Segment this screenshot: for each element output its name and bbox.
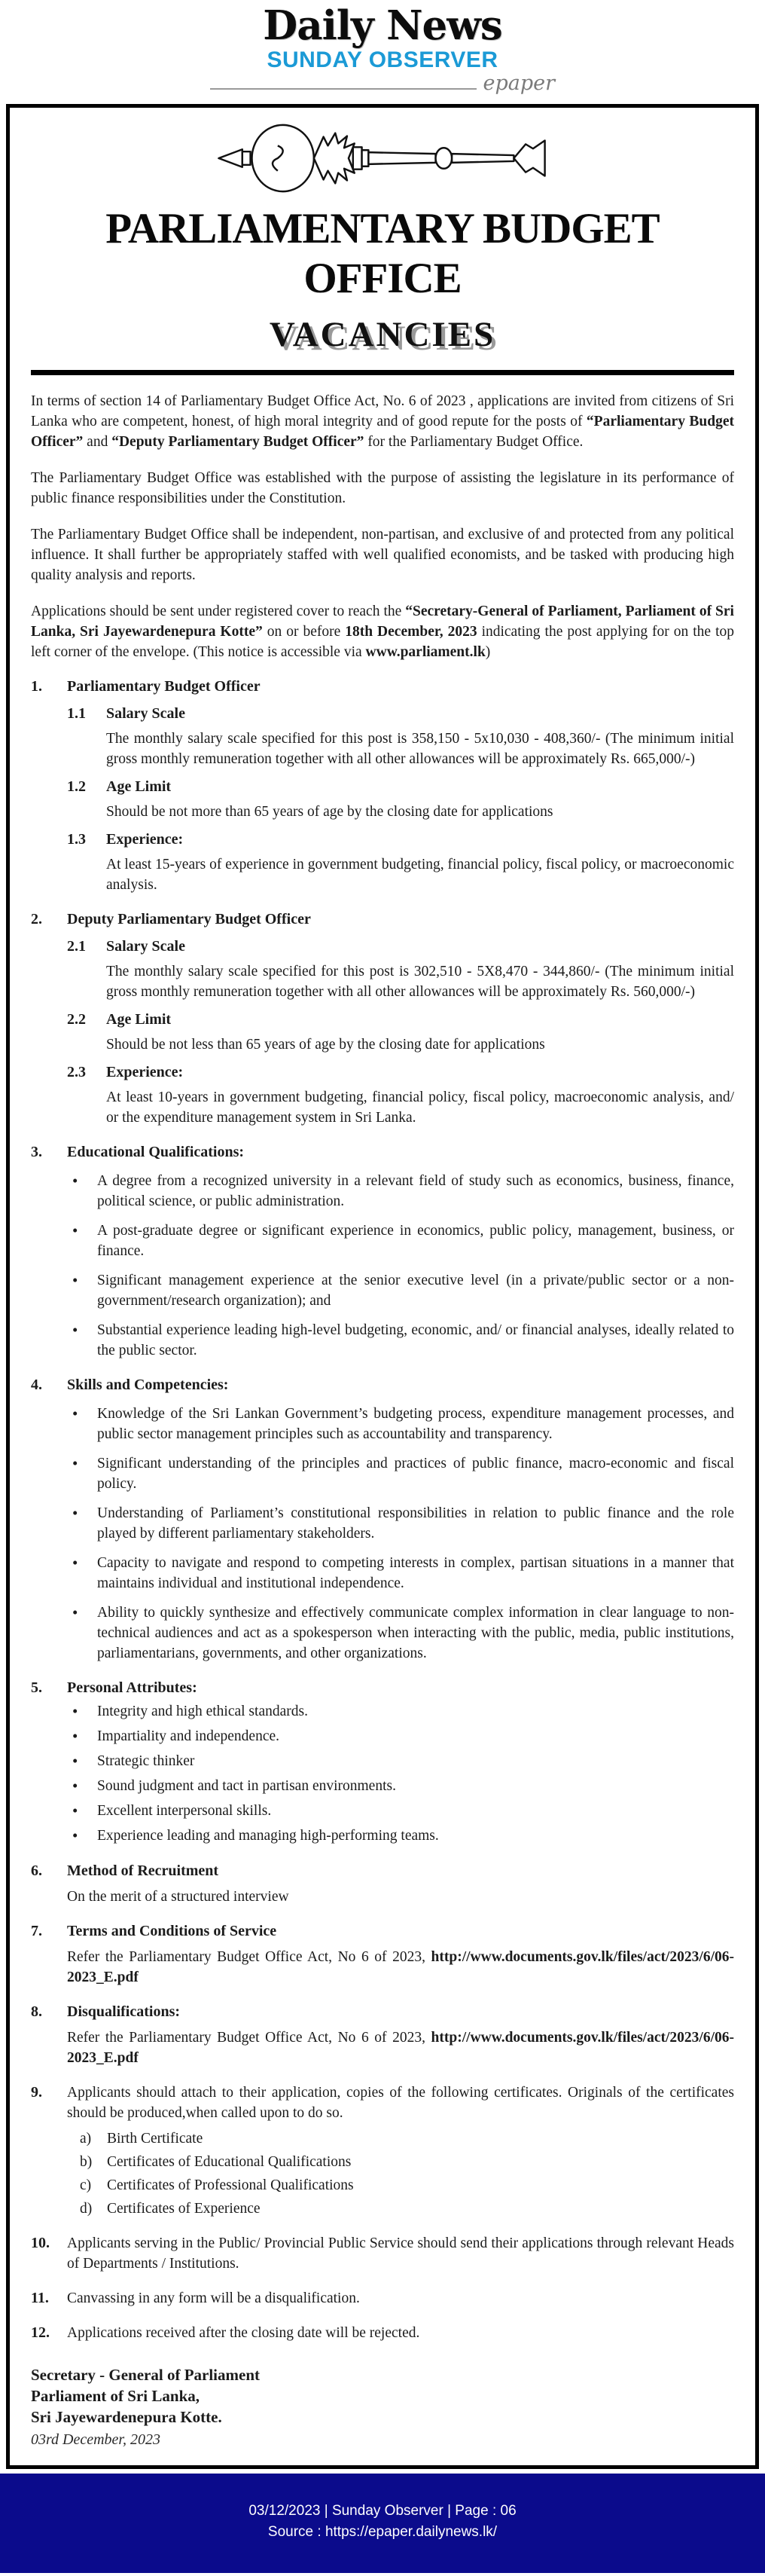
section-title: Terms and Conditions of Service — [67, 1923, 277, 1939]
subsection-number: 2.2 — [67, 1011, 86, 1028]
epaper-label[interactable]: epaper — [483, 72, 555, 95]
section-title: Personal Attributes: — [67, 1679, 197, 1696]
subsection-title: Experience: — [106, 1064, 184, 1080]
intro-paragraph: Applications should be sent under registered cover to reach the “Secretary-General of Parliament, Parliament of Sri Lanka, Sri Jayewardenepura Kotte” on or before 18th December, 2023 indicating the post applying for on the top left corner of the envelope. (This notice is accessible via www.parliament.lk) — [31, 604, 734, 660]
bullet-dot — [67, 1776, 97, 1797]
section-number: 9. — [31, 2084, 42, 2101]
section-10 — [31, 2233, 734, 2274]
bullet-dot — [67, 1171, 97, 1212]
bullet-dot — [67, 1320, 97, 1361]
section-1 — [31, 677, 734, 895]
section-number: 7. — [31, 1923, 42, 1939]
subsection-number: 2.3 — [67, 1064, 86, 1080]
bullet-item: • Capacity to navigate and respond to competing interests in complex, partisan situations in a manner that maintains individual and institutional independence. — [67, 1553, 734, 1594]
section-9 — [31, 2082, 734, 2219]
subsection-number: 2.1 — [67, 938, 86, 955]
bullet-dot — [67, 1453, 97, 1494]
subsection-1-1 — [67, 704, 734, 769]
notice-subtitle: VACANCIES — [269, 315, 496, 354]
subsection-body: At least 10-years in government budgeting, financial policy, fiscal policy, macroeconomic analysis, and/ or the expenditure management system in Sri Lanka. — [106, 1089, 734, 1126]
subsection-title: Experience: — [106, 831, 184, 848]
bullet-item: • A post-graduate degree or significant experience in economics, public policy, management, business, or finance. — [67, 1221, 734, 1261]
section-number: 4. — [31, 1377, 42, 1393]
bullet-item: • Understanding of Parliament’s constitutional responsibilities in relation to public finance and the role played by different parliamentary stakeholders. — [67, 1503, 734, 1544]
section-body: On the merit of a structured interview — [67, 1889, 289, 1905]
sunday-observer-logo[interactable]: SUNDAY OBSERVER — [267, 47, 498, 72]
bullet-item: • Impartiality and independence. — [67, 1726, 734, 1747]
subsection-number: 1.2 — [67, 778, 86, 795]
section-title: Skills and Competencies: — [67, 1377, 229, 1393]
section-number: 3. — [31, 1144, 42, 1160]
bullet-dot — [67, 1726, 97, 1747]
bullet-dot — [67, 1404, 97, 1444]
bullet-item: • Substantial experience leading high-level budgeting, economic, and/ or financial analyses, ideally related to the public sector. — [67, 1320, 734, 1361]
lettered-item: b) Certificates of Educational Qualifications — [67, 2152, 734, 2172]
section-3 — [31, 1142, 734, 1361]
section-6 — [31, 1861, 734, 1907]
section-title: Deputy Parliamentary Budget Officer — [67, 911, 311, 927]
section-number: 5. — [31, 1679, 42, 1696]
footer-date-line: 03/12/2023 | Sunday Observer | Page : 06 — [248, 2503, 517, 2519]
signature-line: Secretary - General of Parliament — [31, 2366, 260, 2384]
bullet-dot — [67, 1801, 97, 1822]
subsection-body: The monthly salary scale specified for this post is 358,150 - 5x10,030 - 408,360/- (The minimum initial gross monthly remuneration together with all other allowances will be approximately Rs. 665,000/-) — [106, 731, 734, 767]
notice-title: PARLIAMENTARY BUDGET OFFICE — [105, 205, 660, 302]
bullet-item: • Strategic thinker — [67, 1751, 734, 1772]
epaper-row — [210, 72, 555, 96]
subsection-1-3 — [67, 830, 734, 895]
subsection-body: The monthly salary scale specified for this post is 302,510 - 5X8,470 - 344,860/- (The minimum initial gross monthly remuneration together with all other allowances will be approximately Rs. 560,000/-) — [106, 964, 734, 1000]
letter-label: c) — [80, 2177, 92, 2193]
bullet-item: • Significant management experience at the senior executive level (in a private/public sector or a non-government/research organization); and — [67, 1270, 734, 1311]
bullet-item: • Integrity and high ethical standards. — [67, 1701, 734, 1722]
lettered-item: a) Birth Certificate — [67, 2128, 734, 2149]
section-7 — [31, 1921, 734, 1988]
subsection-number: 1.1 — [67, 705, 86, 722]
bullet-item: • Experience leading and managing high-performing teams. — [67, 1826, 734, 1847]
notice-box — [6, 104, 759, 2469]
letter-label: a) — [80, 2131, 92, 2147]
section-title: Educational Qualifications: — [67, 1144, 245, 1160]
subsection-body: Should be not more than 65 years of age by the closing date for applications — [106, 804, 553, 820]
bullet-dot — [67, 1270, 97, 1311]
subsection-2-3 — [67, 1062, 734, 1128]
subsection-2-2 — [67, 1010, 734, 1055]
section-number: 10. — [31, 2235, 50, 2251]
parliament-mace-illustration — [212, 121, 553, 195]
section-4 — [31, 1375, 734, 1664]
bullet-dot — [67, 1553, 97, 1594]
section-title: Parliamentary Budget Officer — [67, 678, 261, 695]
subsection-2-1 — [67, 937, 734, 1002]
section-number: 12. — [31, 2324, 50, 2341]
subsection-number: 1.3 — [67, 831, 86, 848]
intro-paragraph: The Parliamentary Budget Office shall be independent, non-partisan, and exclusive of and protected from any political influence. It shall further be appropriately staffed with well qualified economists, and be tasked with producing high quality analysis and reports. — [31, 527, 734, 583]
bullet-item: • A degree from a recognized university in a relevant field of study such as economics, business, finance, political science, or public administration. — [67, 1171, 734, 1212]
intro-paragraph: In terms of section 14 of Parliamentary Budget Office Act, No. 6 of 2023 , applications are invited from citizens of Sri Lanka who are competent, honest, of high moral integrity and of good repute for the posts of “Parliamentary Budget Officer” and “Deputy Parliamentary Budget Officer” for the Parliamentary Budget Office. — [31, 393, 734, 450]
signature-line: Sri Jayewardenepura Kotte. — [31, 2408, 222, 2426]
subsection-body: At least 15-years of experience in government budgeting, financial policy, fiscal policy, or macroeconomic analysis. — [106, 857, 734, 893]
bullet-item: • Ability to quickly synthesize and effectively communicate complex information in clear language to non-technical audiences and act as a spokesperson when interacting with the public, media, public institutions, parliamentarians, governments, and other organizations. — [67, 1603, 734, 1664]
section-number: 11. — [31, 2290, 49, 2306]
bullet-item: • Sound judgment and tact in partisan environments. — [67, 1776, 734, 1797]
section-text: Applicants should attach to their application, copies of the following certificates. Originals of the certificates should be produced,when called upon to do so. — [67, 2085, 734, 2121]
section-5 — [31, 1678, 734, 1847]
section-12 — [31, 2323, 734, 2343]
section-number: 2. — [31, 911, 42, 927]
section-11 — [31, 2288, 734, 2309]
lettered-item: c) Certificates of Professional Qualifications — [67, 2175, 734, 2196]
lettered-item: d) Certificates of Experience — [67, 2199, 734, 2219]
bullet-dot — [67, 1826, 97, 1847]
section-text: Canvassing in any form will be a disqualification. — [67, 2290, 360, 2306]
section-title: Disqualifications: — [67, 2003, 181, 2020]
bullet-list — [67, 1404, 734, 1664]
footer-source-line: Source : https://epaper.dailynews.lk/ — [267, 2524, 498, 2540]
masthead-divider — [210, 88, 477, 90]
bullet-item: • Knowledge of the Sri Lankan Government’s budgeting process, expenditure management processes, and public sector management principles such as accountability and transparency. — [67, 1404, 734, 1444]
subsection-title: Age Limit — [106, 778, 172, 795]
section-text: Applicants serving in the Public/ Provincial Public Service should send their applications through relevant Heads of Departments / Institutions. — [67, 2235, 734, 2272]
letter-label: d) — [80, 2201, 93, 2217]
section-number: 8. — [31, 2003, 42, 2020]
bullet-item: • Excellent interpersonal skills. — [67, 1801, 734, 1822]
section-2 — [31, 909, 734, 1128]
footer-bar — [0, 2474, 765, 2573]
lettered-list — [67, 2128, 734, 2219]
subsection-title: Salary Scale — [106, 705, 185, 722]
signature-block — [31, 2364, 734, 2450]
section-body: Refer the Parliamentary Budget Office Act, No 6 of 2023, http://www.documents.gov.lk/files/act/2023/6/06-2023_E.pdf — [67, 1949, 734, 1985]
subsection-body: Should be not less than 65 years of age by the closing date for applications — [106, 1037, 545, 1053]
subsection-title: Age Limit — [106, 1011, 172, 1028]
subsection-title: Salary Scale — [106, 938, 185, 955]
signature-date: 03rd December, 2023 — [31, 2431, 161, 2448]
section-number: 6. — [31, 1862, 42, 1879]
bullet-dot — [67, 1503, 97, 1544]
bullet-dot — [67, 1603, 97, 1664]
sections-list — [31, 677, 734, 2343]
bullet-list — [67, 1171, 734, 1361]
divider-rule — [31, 370, 734, 375]
section-number: 1. — [31, 678, 42, 695]
section-body: Refer the Parliamentary Budget Office Act, No 6 of 2023, http://www.documents.gov.lk/files/act/2023/6/06-2023_E.pdf — [67, 2030, 734, 2066]
section-text: Applications received after the closing date will be rejected. — [67, 2325, 420, 2341]
daily-news-logo[interactable]: Daily News — [263, 2, 502, 49]
signature-line: Parliament of Sri Lanka, — [31, 2387, 200, 2405]
intro-paragraph: The Parliamentary Budget Office was established with the purpose of assisting the legislature in its performance of public finance responsibilities under the Constitution. — [31, 470, 734, 506]
bullet-dot — [67, 1221, 97, 1261]
bullet-dot — [67, 1701, 97, 1722]
masthead — [0, 0, 765, 96]
letter-label: b) — [80, 2154, 93, 2170]
bullet-item: • Significant understanding of the principles and practices of public finance, macro-economic and fiscal policy. — [67, 1453, 734, 1494]
section-title: Method of Recruitment — [67, 1862, 219, 1879]
bullet-list — [67, 1701, 734, 1847]
bullet-dot — [67, 1751, 97, 1772]
section-8 — [31, 2002, 734, 2068]
subsection-1-2 — [67, 777, 734, 822]
